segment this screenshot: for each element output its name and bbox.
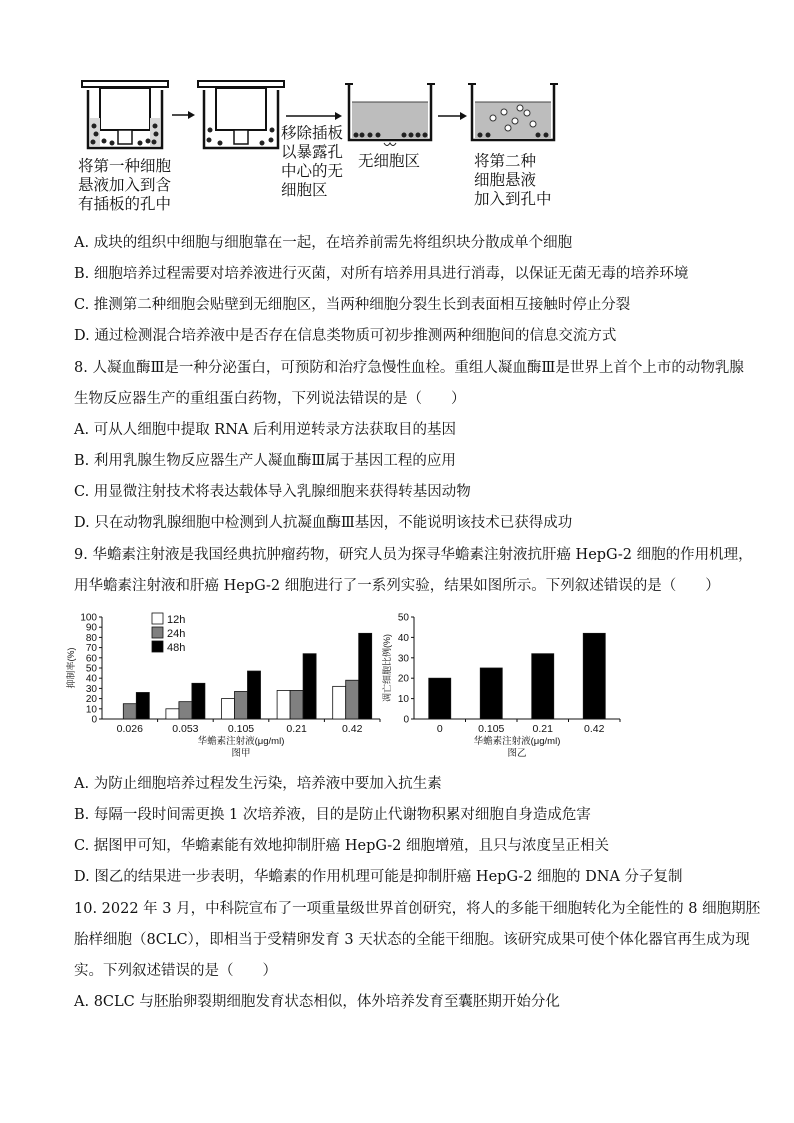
y-tick-label: 50	[85, 663, 97, 675]
diagram-label-step4: 将第二种 细胞悬液 加入到孔中	[474, 152, 552, 208]
x-tick-label: 0.21	[286, 723, 307, 735]
arrow-3	[438, 112, 467, 120]
chart-title: 图甲	[231, 748, 251, 759]
x-tick-label: 0.42	[341, 723, 363, 735]
q7-option-a: A. 成块的组织中细胞与细胞靠在一起，在培养前需先将组织块分散成单个细胞	[74, 235, 573, 251]
y-tick-label: 100	[80, 612, 97, 624]
well-second-suspension	[468, 84, 558, 140]
q9-stem-line2: 用华蟾素注射液和肝癌 HepG-2 细胞进行了一系列实验，结果如图所示。下列叙述错误的是（ ）	[74, 578, 720, 594]
bar-48h-0.053	[192, 683, 205, 719]
bar-24h-0.21	[290, 690, 303, 719]
y-tick-label: 10	[85, 704, 97, 716]
arrow-2	[286, 112, 342, 120]
y-tick-label: 10	[397, 694, 409, 706]
bar-凋亡-0.21	[532, 654, 554, 719]
well-cell-free-zone	[345, 84, 435, 146]
bar-凋亡-0.42	[583, 633, 605, 719]
legend-label-12h: 12h	[167, 614, 186, 626]
x-axis-title: 华蟾素注射液(μg/ml)	[197, 736, 285, 747]
y-tick-label: 0	[403, 714, 409, 726]
diagram-label-step1: 将第一种细胞 悬液加入到含 有插板的孔中	[78, 157, 172, 213]
bar-24h-0.105	[235, 691, 248, 719]
arrow-1	[172, 111, 195, 119]
bar-凋亡-0	[429, 678, 451, 719]
chart-yi	[380, 605, 630, 765]
chart-jia	[60, 605, 390, 765]
x-tick-label: 0.026	[116, 723, 143, 735]
q9-option-a: A. 为防止细胞培养过程发生污染，培养液中要加入抗生素	[74, 776, 442, 792]
q10-stem-line3: 实。下列叙述错误的是（ ）	[74, 963, 277, 979]
y-tick-label: 30	[397, 653, 409, 665]
legend-swatch-48h	[152, 641, 163, 652]
bar-24h-0.026	[123, 704, 136, 719]
bar-12h-0.105	[222, 699, 235, 719]
q7-option-c: C. 推测第二种细胞会贴壁到无细胞区，当两种细胞分裂生长到表面相互接触时停止分裂	[74, 297, 631, 313]
q9-option-c: C. 据图甲可知，华蟾素能有效地抑制肝癌 HepG-2 细胞增殖，且只与浓度呈正相关	[74, 838, 609, 854]
q9-option-d: D. 图乙的结果进一步表明，华蟾素的作用机理可能是抑制肝癌 HepG-2 细胞的 DNA 分子复制	[74, 869, 683, 885]
chart-title: 图乙	[507, 748, 527, 759]
well-with-insert-1	[82, 81, 168, 148]
y-tick-label: 0	[91, 714, 97, 726]
well-with-insert-2	[198, 81, 284, 148]
x-tick-label: 0.42	[584, 723, 605, 735]
x-tick-label: 0.105	[478, 723, 505, 735]
y-axis-title: 凋亡细胞比例(%)	[382, 634, 392, 702]
y-tick-label: 40	[397, 632, 409, 644]
bar-24h-0.053	[179, 702, 192, 719]
q8-option-a: A. 可从人细胞中提取 RNA 后利用逆转录方法获取目的基因	[74, 422, 456, 438]
y-tick-label: 20	[85, 694, 97, 706]
y-tick-label: 20	[397, 673, 409, 685]
q8-stem-line1: 8. 人凝血酶Ⅲ是一种分泌蛋白，可预防和治疗急慢性血栓。重组人凝血酶Ⅲ是世界上首个上市的动物乳腺	[74, 360, 744, 376]
q8-stem-line2: 生物反应器生产的重组蛋白药物，下列说法错误的是（ ）	[74, 391, 466, 407]
bar-凋亡-0.105	[480, 668, 502, 719]
q8-option-d: D. 只在动物乳腺细胞中检测到人抗凝血酶Ⅲ基因，不能说明该技术已获得成功	[74, 515, 573, 531]
q9-stem-line1: 9. 华蟾素注射液是我国经典抗肿瘤药物，研究人员为探寻华蟾素注射液抗肝癌 HepG-2 细胞的作用机理，	[74, 547, 753, 563]
bar-12h-0.053	[166, 709, 179, 719]
legend-swatch-24h	[152, 627, 163, 638]
y-tick-label: 50	[397, 612, 409, 624]
x-tick-label: 0.053	[172, 723, 199, 735]
bar-48h-0.42	[359, 633, 372, 719]
bar-24h-0.42	[346, 680, 359, 719]
y-tick-label: 80	[85, 632, 97, 644]
diagram-label-step3: 无细胞区	[358, 152, 421, 170]
x-axis-title: 华蟾素注射液(μg/ml)	[473, 736, 561, 747]
x-tick-label: 0.105	[227, 723, 255, 735]
y-tick-label: 70	[85, 643, 97, 655]
q9-option-b: B. 每隔一段时间需更换 1 次培养液，目的是防止代谢物积累对细胞自身造成危害	[74, 807, 591, 823]
q10-stem-line2: 胎样细胞（8CLC），即相当于受精卵发育 3 天状态的全能干细胞。该研究成果可使个体化器官再生成为现	[74, 932, 750, 948]
legend-swatch-12h	[152, 613, 163, 624]
q8-option-c: C. 用显微注射技术将表达载体导入乳腺细胞来获得转基因动物	[74, 484, 471, 500]
legend-label-48h: 48h	[167, 642, 186, 654]
x-tick-label: 0	[436, 723, 443, 735]
y-tick-label: 60	[85, 653, 97, 665]
q8-option-b: B. 利用乳腺生物反应器生产人凝血酶Ⅲ属于基因工程的应用	[74, 453, 456, 469]
q10-stem-line1: 10. 2022 年 3 月，中科院宣布了一项重量级世界首创研究，将人的多能干细胞转化为全能性的 8 细胞期胚	[74, 901, 761, 917]
q10-option-a: A. 8CLC 与胚胎卵裂期细胞发育状态相似，体外培养发育至囊胚期开始分化	[74, 994, 560, 1010]
q7-option-d: D. 通过检测混合培养液中是否存在信息类物质可初步推测两种细胞间的信息交流方式	[74, 328, 617, 344]
y-tick-label: 40	[85, 673, 97, 685]
bar-12h-0.42	[333, 686, 346, 719]
diagram-label-step2: 移除插板 以暴露孔 中心的无 细胞区	[281, 124, 344, 199]
bar-48h-0.105	[248, 671, 261, 719]
bar-48h-0.21	[303, 654, 316, 719]
y-tick-label: 90	[85, 622, 97, 634]
bar-12h-0.21	[277, 690, 290, 719]
legend-label-24h: 24h	[167, 628, 186, 640]
x-tick-label: 0.21	[532, 723, 553, 735]
q7-option-b: B. 细胞培养过程需要对培养液进行灭菌，对所有培养用具进行消毒，以保证无菌无毒的培养环境	[74, 266, 689, 282]
y-axis-title: 抑制率(%)	[66, 647, 76, 689]
y-tick-label: 30	[85, 683, 97, 695]
bar-48h-0.026	[136, 692, 149, 719]
